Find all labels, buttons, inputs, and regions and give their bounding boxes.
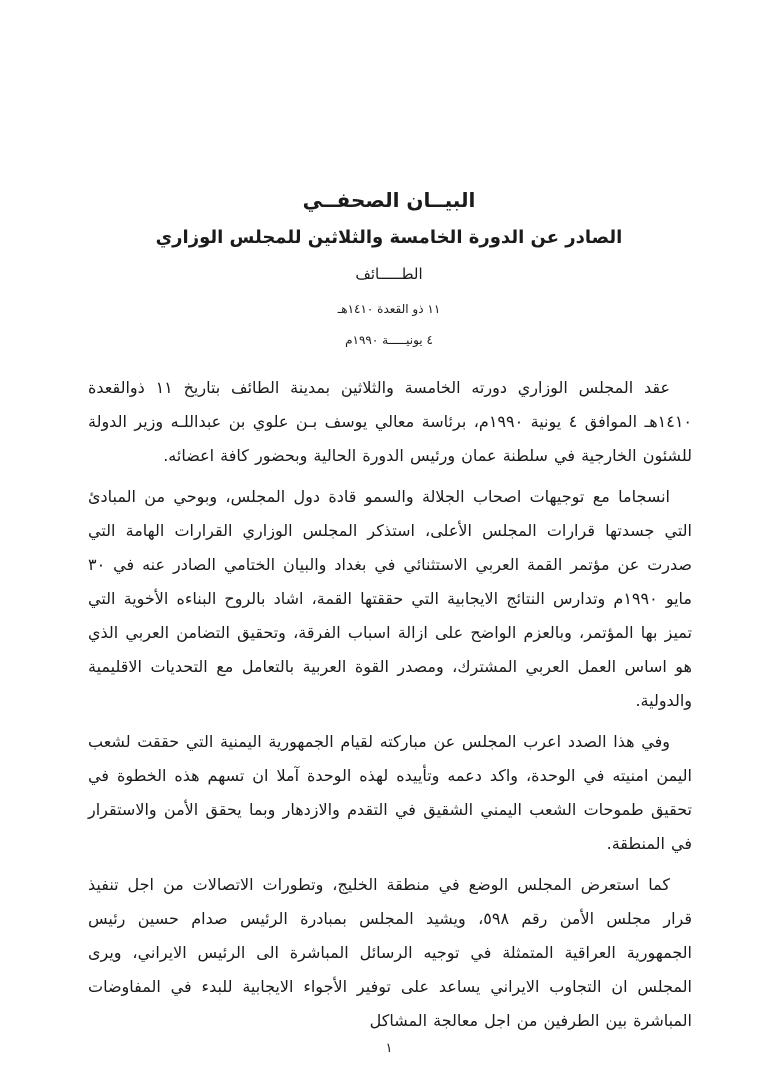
- document-location: الطـــــائف: [355, 265, 423, 283]
- paragraph-opening-session: عقد المجلس الوزاري دورته الخامسة والثلاثين بمدينة الطائف بتاريخ ١١ ذوالقعدة ١٤١٠هـ الموافق ٤ يونية ١٩٩٠م، برئاسة معالي يوسف بـن علوي بن عبداللـه وزير الدولة للشئون الخارجية في سلطنة عمان ورئيس الدورة الحالية وبحضور كافة اعضائه.: [88, 378, 693, 465]
- page-footer: [0, 1041, 778, 1056]
- date-hijri: ١١ ذو القعدة ١٤١٠هـ: [337, 302, 441, 316]
- paragraph-yemen-unity: وفي هذا الصدد اعرب المجلس عن مباركته لقيام الجمهورية اليمنية التي حققت لشعب اليمن امنيته في الوحدة، واكد دعمه وتأييده لهذه الوحدة آملا ان تسهم هذه الخطوة في تحقيق طموحات الشعب اليمني الشقيق في التقدم والازدهار وبما يحقق الأمن والاستقرار في المنطقة.: [88, 732, 692, 853]
- paragraph-summit-recall: انسجاما مع توجيهات اصحاب الجلالة والسمو قادة دول المجلس، وبوحي من المبادئ التي جسدتها قرارات المجلس الأعلى، استذكر المجلس الوزاري القرارات الهامة التي صدرت عن مؤتمر القمة العربي الاستثنائي في بغداد والبيان الختامي الصادر عنه في ٣٠ مايو ١٩٩٠م وتدارس النتائج الايجابية التي حققتها القمة، اشاد بالروح البناءه الأخوية التي تميز بها المؤتمر، وبالعزم الواضح على ازالة اسباب الفرقة، وتحقيق التضامن العربي الذي هو اساس العمل العربي المشترك، ومصدر القوة العربية بالتعامل مع التحديات الاقليمية والدولية.: [88, 487, 692, 710]
- document-subtitle: الصادر عن الدورة الخامسة والثلاثين للمجلس الوزاري: [155, 227, 623, 248]
- document-title: البيــان الصحفــي: [302, 188, 476, 212]
- paragraph-gulf-situation: كما استعرض المجلس الوضع في منطقة الخليج، وتطورات الاتصالات من اجل تنفيذ قرار مجلس الأمن رقم ٥٩٨، ويشيد المجلس بمبادرة الرئيس صدام حسين رئيس الجمهورية العراقية المتمثلة في توجيه الرسائل المباشرة الى الرئيس الايراني، ويرى المجلس ان التجاوب الايراني يساعد على توفير الأجواء الايجابية للبدء في المفاوضات المباشرة بين الطرفين من اجل معالجة المشاكل: [88, 875, 693, 1030]
- document-body: [88, 371, 692, 1045]
- date-gregorian: ٤ يونيـــــة ١٩٩٠م: [345, 333, 433, 347]
- page-number: ١: [385, 1041, 393, 1056]
- document-header: [0, 188, 778, 348]
